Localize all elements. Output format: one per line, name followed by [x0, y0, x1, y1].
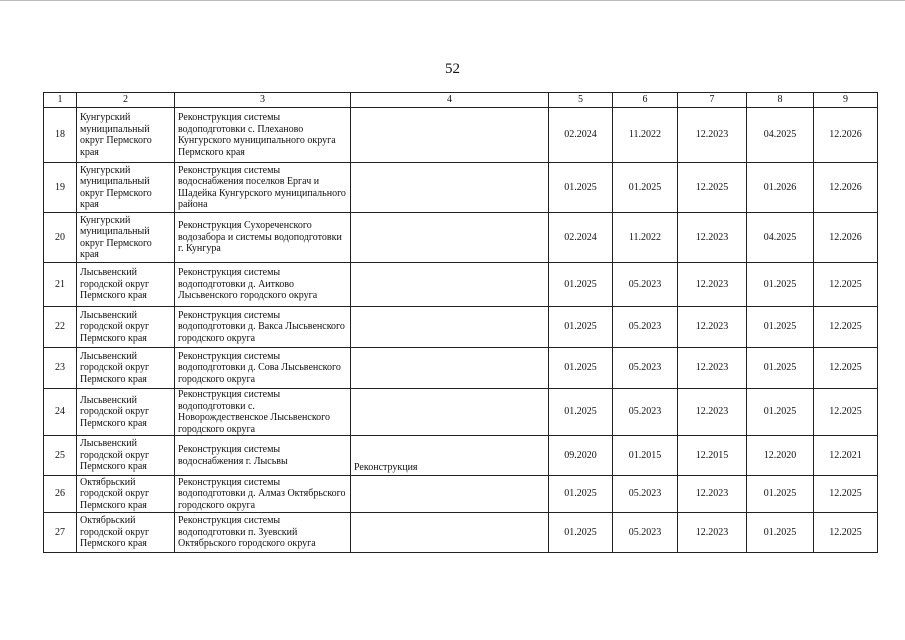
date-cell: 12.2023: [678, 213, 747, 263]
header-cell: 6: [613, 93, 678, 108]
header-cell: 1: [44, 93, 77, 108]
table-row: [44, 389, 878, 436]
organization-cell: Октябрьский городской округ Пермского края: [77, 513, 175, 553]
date-cell: 01.2025: [747, 513, 814, 553]
date-cell: 12.2025: [678, 163, 747, 213]
project-name-cell: Реконструкция системы водоподготовки д. Алмаз Октябрьского городского округа: [175, 476, 351, 513]
date-cell: 01.2025: [747, 389, 814, 436]
date-cell: 01.2025: [747, 307, 814, 348]
date-cell: 12.2025: [814, 513, 878, 553]
table-row: [44, 436, 878, 476]
project-name-cell: Реконструкция системы водоподготовки с. Плеханово Кунгурского муниципального округа Пермского края: [175, 108, 351, 163]
projects-table: [43, 92, 878, 553]
top-border-line: [0, 0, 905, 1]
date-cell: 12.2025: [814, 476, 878, 513]
date-cell: 02.2024: [549, 108, 613, 163]
row-number-cell: 20: [44, 213, 77, 263]
date-cell: 12.2025: [814, 348, 878, 389]
date-cell: 12.2023: [678, 476, 747, 513]
date-cell: 01.2025: [747, 348, 814, 389]
date-cell: 12.2021: [814, 436, 878, 476]
work-type-cell: [351, 389, 549, 436]
organization-cell: Лысьвенский городской округ Пермского края: [77, 436, 175, 476]
date-cell: 04.2025: [747, 213, 814, 263]
project-name-cell: Реконструкция системы водоподготовки д. Сова Лысьвенского городского округа: [175, 348, 351, 389]
project-name-cell: Реконструкция Сухореченского водозабора и системы водоподготовки г. Кунгура: [175, 213, 351, 263]
date-cell: 12.2023: [678, 348, 747, 389]
header-row: [44, 93, 878, 108]
table-row: [44, 108, 878, 163]
organization-cell: Лысьвенский городской округ Пермского края: [77, 389, 175, 436]
page-number: 52: [445, 61, 460, 77]
project-name-cell: Реконструкция системы водоподготовки д. Аитково Лысьвенского городского округа: [175, 263, 351, 307]
table-row: [44, 513, 878, 553]
project-name-cell: Реконструкция системы водоподготовки п. Зуевский Октябрьского городского округа: [175, 513, 351, 553]
date-cell: 12.2026: [814, 108, 878, 163]
header-cell: 3: [175, 93, 351, 108]
header-cell: 5: [549, 93, 613, 108]
date-cell: 12.2023: [678, 108, 747, 163]
date-cell: 12.2023: [678, 389, 747, 436]
project-name-cell: Реконструкция системы водоподготовки д. Вакса Лысьвенского городского округа: [175, 307, 351, 348]
date-cell: 12.2025: [814, 263, 878, 307]
work-type-cell: [351, 163, 549, 213]
table-row: [44, 307, 878, 348]
table-row: [44, 163, 878, 213]
date-cell: 12.2023: [678, 263, 747, 307]
date-cell: 11.2022: [613, 213, 678, 263]
date-cell: 05.2023: [613, 476, 678, 513]
organization-cell: Кунгурский муниципальный округ Пермского края: [77, 108, 175, 163]
date-cell: 01.2025: [549, 307, 613, 348]
organization-cell: Лысьвенский городской округ Пермского края: [77, 348, 175, 389]
work-type-cell: [351, 476, 549, 513]
work-type-cell: [351, 307, 549, 348]
date-cell: 01.2025: [549, 163, 613, 213]
date-cell: 01.2025: [549, 263, 613, 307]
work-type-cell: [351, 213, 549, 263]
header-cell: 7: [678, 93, 747, 108]
date-cell: 12.2015: [678, 436, 747, 476]
date-cell: 01.2015: [613, 436, 678, 476]
row-number-cell: 23: [44, 348, 77, 389]
row-number-cell: 21: [44, 263, 77, 307]
project-name-cell: Реконструкция системы водоснабжения г. Лысьвы: [175, 436, 351, 476]
header-cell: 4: [351, 93, 549, 108]
date-cell: 01.2025: [613, 163, 678, 213]
organization-cell: Лысьвенский городской округ Пермского края: [77, 307, 175, 348]
organization-cell: Октябрьский городской округ Пермского края: [77, 476, 175, 513]
date-cell: 01.2025: [549, 476, 613, 513]
date-cell: 05.2023: [613, 513, 678, 553]
date-cell: 01.2025: [747, 263, 814, 307]
date-cell: 01.2025: [549, 389, 613, 436]
date-cell: 05.2023: [613, 263, 678, 307]
date-cell: 09.2020: [549, 436, 613, 476]
date-cell: 05.2023: [613, 348, 678, 389]
organization-cell: Лысьвенский городской округ Пермского края: [77, 263, 175, 307]
row-number-cell: 25: [44, 436, 77, 476]
date-cell: 04.2025: [747, 108, 814, 163]
date-cell: 01.2026: [747, 163, 814, 213]
date-cell: 05.2023: [613, 389, 678, 436]
date-cell: 12.2023: [678, 307, 747, 348]
date-cell: 01.2025: [549, 513, 613, 553]
row-number-cell: 24: [44, 389, 77, 436]
row-number-cell: 19: [44, 163, 77, 213]
date-cell: 12.2025: [814, 389, 878, 436]
work-type-cell: Реконструкция: [351, 436, 549, 476]
date-cell: 02.2024: [549, 213, 613, 263]
table-row: [44, 263, 878, 307]
work-type-cell: [351, 263, 549, 307]
table-row: [44, 476, 878, 513]
work-type-cell: [351, 348, 549, 389]
date-cell: 11.2022: [613, 108, 678, 163]
header-cell: 2: [77, 93, 175, 108]
project-name-cell: Реконструкция системы водоснабжения поселков Ергач и Шадейка Кунгурского муниципального района: [175, 163, 351, 213]
date-cell: 12.2026: [814, 163, 878, 213]
project-name-cell: Реконструкция системы водоподготовки с. Новорождественское Лысьвенского городского округа: [175, 389, 351, 436]
row-number-cell: 18: [44, 108, 77, 163]
organization-cell: Кунгурский муниципальный округ Пермского края: [77, 163, 175, 213]
date-cell: 12.2026: [814, 213, 878, 263]
organization-cell: Кунгурский муниципальный округ Пермского края: [77, 213, 175, 263]
table-row: [44, 348, 878, 389]
date-cell: 05.2023: [613, 307, 678, 348]
date-cell: 01.2025: [549, 348, 613, 389]
date-cell: 01.2025: [747, 476, 814, 513]
header-cell: 8: [747, 93, 814, 108]
date-cell: 12.2025: [814, 307, 878, 348]
date-cell: 12.2023: [678, 513, 747, 553]
header-cell: 9: [814, 93, 878, 108]
work-type-cell: [351, 108, 549, 163]
row-number-cell: 27: [44, 513, 77, 553]
row-number-cell: 22: [44, 307, 77, 348]
table-row: [44, 213, 878, 263]
row-number-cell: 26: [44, 476, 77, 513]
date-cell: 12.2020: [747, 436, 814, 476]
work-type-cell: [351, 513, 549, 553]
